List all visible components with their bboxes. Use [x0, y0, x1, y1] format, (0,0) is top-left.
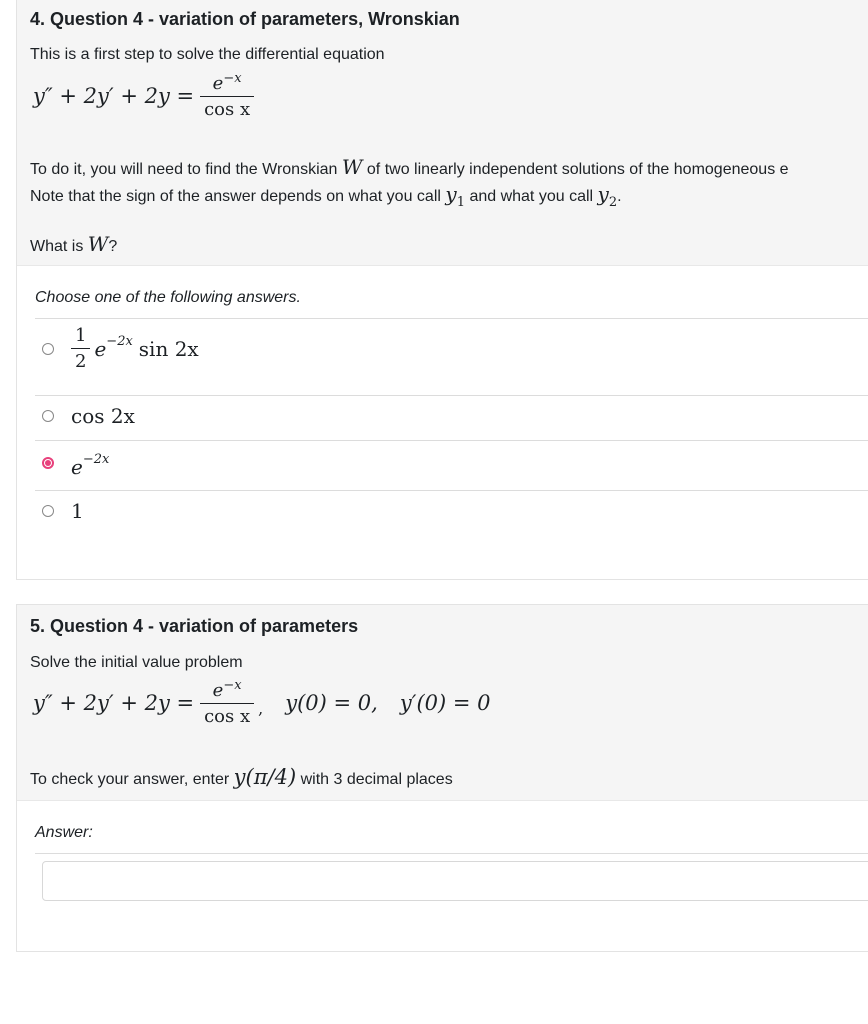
question-5-title: 5. Question 4 - variation of parameters — [30, 616, 359, 636]
option-divider — [35, 318, 868, 319]
initial-condition-2: y′(0) = 0 — [399, 690, 491, 715]
option-3-base: e — [71, 455, 83, 479]
radio-option-4[interactable] — [42, 505, 54, 517]
question-text-b: ? — [108, 238, 118, 255]
y2-symbol: $y_2$ — [597, 182, 618, 210]
question-wronskian-symbol: W — [87, 232, 109, 256]
initial-condition-1: y(0) = 0, — [285, 690, 378, 715]
equation-comma: , — [258, 699, 264, 718]
answer-label: Answer: — [35, 824, 93, 841]
equation-fraction — [200, 678, 254, 727]
answer-divider — [35, 853, 868, 854]
y1-symbol: $y_1$ — [445, 182, 465, 210]
equation-lhs: y″ + 2y′ + 2y = — [33, 83, 195, 108]
option-1-frac-den: 2 — [75, 351, 87, 372]
option-4[interactable] — [42, 499, 84, 523]
option-4-label[interactable]: 1 — [71, 499, 84, 523]
wronskian-symbol: W — [341, 155, 363, 179]
answer-input[interactable] — [42, 861, 868, 901]
fraction-numerator: e — [212, 680, 224, 701]
radio-option-3-selected[interactable] — [42, 457, 54, 469]
option-3[interactable] — [42, 451, 110, 479]
question-5-card — [16, 604, 868, 952]
option-1[interactable] — [42, 325, 199, 372]
question-5-text-area — [17, 605, 868, 801]
line-1-text-b: of two linearly independent solutions of the homogeneous e — [366, 161, 789, 178]
check-text-b: with 3 decimal places — [300, 771, 453, 788]
question-4-title: 4. Question 4 - variation of parameters, Wronskian — [30, 9, 460, 29]
question-4-intro: This is a first step to solve the differential equation — [30, 46, 385, 63]
option-3-label[interactable] — [71, 451, 110, 479]
radio-option-2[interactable] — [42, 410, 54, 422]
option-3-exponent: −2x — [82, 451, 110, 467]
answer-prompt: Choose one of the following answers. — [35, 289, 301, 306]
option-1-label[interactable] — [71, 325, 199, 372]
question-4-card — [16, 0, 868, 580]
line-2-end: . — [617, 188, 622, 205]
option-divider — [35, 395, 868, 396]
radio-option-1[interactable] — [42, 343, 54, 355]
question-5-check-line — [30, 765, 453, 789]
option-divider — [35, 440, 868, 441]
option-2-label[interactable]: cos 2x — [71, 404, 135, 428]
fraction-numerator: e — [212, 73, 224, 94]
option-1-base: e — [94, 336, 107, 361]
option-divider — [35, 490, 868, 491]
question-5-equation — [33, 678, 491, 727]
question-text-a: What is — [30, 238, 84, 255]
fraction-numerator-exponent: −x — [223, 71, 242, 86]
line-2-text-a: Note that the sign of the answer depends on what you call — [30, 188, 441, 205]
line-1-text-a: To do it, you will need to find the Wronskian — [30, 161, 338, 178]
option-1-exponent: −2x — [106, 334, 133, 349]
check-text-a: To check your answer, enter — [30, 771, 230, 788]
question-4-equation — [33, 71, 260, 120]
question-4-text-area — [17, 0, 868, 266]
fraction-numerator-exponent: −x — [223, 678, 242, 693]
fraction-denominator: cos x — [204, 99, 251, 120]
question-4-question — [30, 232, 117, 256]
line-2-text-b: and what you call — [469, 188, 594, 205]
question-5-intro: Solve the initial value problem — [30, 654, 243, 671]
option-1-tail: sin 2x — [138, 336, 199, 361]
equation-lhs: y″ + 2y′ + 2y = — [33, 690, 195, 715]
option-1-frac-num: 1 — [75, 325, 87, 346]
check-math: y(π/4) — [233, 765, 297, 789]
question-4-line-2 — [30, 182, 622, 210]
fraction-denominator: cos x — [204, 706, 251, 727]
equation-fraction — [200, 71, 254, 120]
question-4-line-1 — [30, 155, 789, 179]
option-2[interactable] — [42, 404, 135, 428]
